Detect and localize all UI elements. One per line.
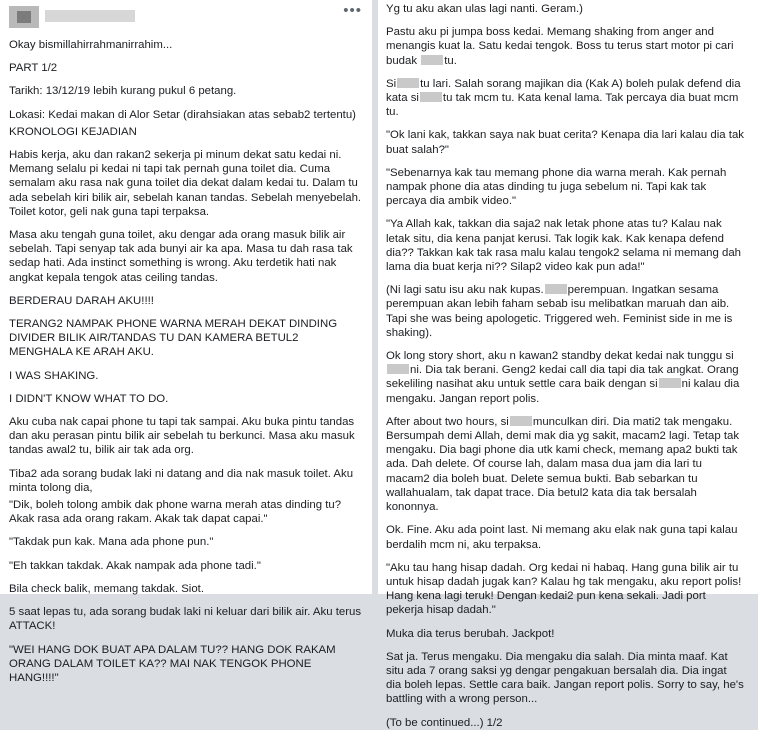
post-paragraph: Habis kerja, aku dan rakan2 sekerja pi minum dekat satu kedai ni. Memang selalu pi kedai ni tapi tak pernah guna toilet dia. Cuma semalam aku rasa nak guna toilet dia dekat dalam kedai tu. Dalam tu ada sebelah kiri bilik air, sebelah kanan tandas. Sebelah menyebelah. Toilet kotor, geli nak guna tapi terpaksa.: [9, 149, 362, 218]
redacted-name: [510, 416, 532, 426]
post-paragraph: [386, 349, 744, 406]
redacted-name: [545, 284, 567, 294]
post-paragraph: "Takdak pun kak. Mana ada phone pun.": [9, 536, 214, 549]
text-span: perempuan. Ingatkan sesama perempuan akan lebih faham sebab isu melibatkan maruah dan aib. Tapi she was being apologetic. Triggered weh. Feminist side in me is shaking).: [386, 284, 733, 339]
post-paragraph: [386, 415, 744, 514]
post-paragraph: Sat ja. Terus mengaku. Dia mengaku dia salah. Dia minta maaf. Kat situ ada 7 orang saksi yg dengar pengakuan bersalah dia. Dia ingat dia boleh lepas. Settle cara baik. Jangan report polis. Sorry to say, he's battling with a wrong person...: [386, 650, 744, 706]
redacted-name: [659, 378, 681, 388]
post-location: Lokasi: Kedai makan di Alor Setar (dirahsiakan atas sebab2 tertentu): [9, 108, 356, 121]
post-paragraph: [386, 25, 744, 68]
post-paragraph: "WEI HANG DOK BUAT APA DALAM TU?? HANG DOK RAKAM ORANG DALAM TOILET KA?? MAI NAK TENGOK PHONE HANG!!!!": [9, 643, 336, 684]
post-left-column: [0, 0, 372, 684]
post-paragraph: Bila check balik, memang takdak. Siot.: [9, 582, 204, 595]
post-paragraph: "Aku tau hang hisap dadah. Org kedai ni habaq. Hang guna bilik air tu untuk hisap dadah jugak kan? Kalau hg tak mengaku, aku report polis! Hang kena lagi teruk! Dengan kedai2 pun kena sekali. Jadi port pekerja hisap dadah.": [386, 561, 742, 617]
text-span: (Ni lagi satu isu aku nak kupas.: [386, 284, 544, 297]
text-span: Pastu aku pi jumpa boss kedai. Memang shaking from anger and menangis kuat la. Satu kedai tengok. Boss tu terus start motor pi cari budak: [386, 26, 734, 67]
post-paragraph: BERDERAU DARAH AKU!!!!: [9, 294, 154, 307]
text-span: tu tak mcm tu. Kata kenal lama. Tak percaya dia buat mcm tu.: [386, 92, 739, 119]
post-chronology: KRONOLOGI KEJADIAN: [9, 125, 137, 138]
text-span: tu lari. Salah sorang majikan dia (Kak A) boleh pulak defend dia kata si: [386, 77, 741, 105]
post-paragraph: I DIDN'T KNOW WHAT TO DO.: [9, 392, 169, 405]
post-paragraph: Tiba2 ada sorang budak laki ni datang and dia nak masuk toilet. Aku minta tolong dia,: [9, 467, 354, 494]
text-span: ni kalau dia mengaku. Jangan report polis.: [386, 378, 740, 405]
more-options-icon[interactable]: •••: [343, 2, 362, 19]
post-paragraph: 5 saat lepas tu, ada sorang budak laki ni keluar dari bilik air. Aku terus ATTACK!: [9, 606, 362, 633]
post-paragraph: Aku cuba nak capai phone tu tapi tak sampai. Aku buka pintu tandas dan aku perasan pintu bilik air sebelah tu berkunci. Masa aku masuk tandas awal2 tu, bilik air tak ada org.: [9, 416, 355, 457]
post-paragraph: "Ok lani kak, takkan saya nak buat cerita? Kenapa dia lari kalau dia tak buat salah?": [386, 129, 744, 156]
redacted-name: [420, 92, 442, 102]
redacted-name: [387, 364, 409, 374]
post-paragraph: "Eh takkan takdak. Akak nampak ada phone tadi.": [9, 559, 261, 572]
to-be-continued: (To be continued...) 1/2: [386, 716, 503, 729]
post-right-column: [378, 0, 758, 729]
post-intro: Okay bismillahirrahmanirrahim...: [9, 39, 173, 51]
text-span: ni. Dia tak berani. Geng2 kedai call dia tapi dia tak angkat. Orang sekeliling nasihat aku untuk settle cara baik dengan si: [386, 364, 739, 391]
post-paragraph: I WAS SHAKING.: [9, 369, 99, 382]
avatar[interactable]: [9, 6, 39, 28]
redacted-name: [421, 55, 443, 65]
text-span: After about two hours, si: [386, 415, 509, 428]
post-header: [9, 2, 362, 34]
post-paragraph: Yg tu aku akan ulas lagi nanti. Geram.): [386, 3, 583, 15]
text-span: munculkan diri. Dia mati2 tak mengaku. Bersumpah demi Allah, demi mak dia yg sakit, macam2 lagi. Tetap tak mengaku. Dia bagi phone dia utk kami check, memang apa2 bukti tak ada. Dah delete. Of course lah, dalam masa dua jam dia lari tu macam2 dia boleh buat. Delete semua bukti. Bab sebarkan tu wallahualam, tak dapat trace. Dia betul2 kata dia tak bersalah kononnya.: [386, 415, 740, 514]
post-paragraph: [386, 77, 744, 120]
post-paragraph: Ok. Fine. Aku ada point last. Ni memang aku elak nak guna tapi kalau berdalih mcm ni, aku terpaksa.: [386, 524, 738, 551]
post-paragraph: Masa aku tengah guna toilet, aku dengar ada orang masuk bilik air sebelah. Tapi senyap tak ada bunyi air ka apa. Masa tu dah rasa tak sedap hati. Ada instinct something is wrong. Aku terdetik hati nak angkat kepala tengok atas ceiling tandas.: [9, 229, 353, 284]
author-name-redacted[interactable]: [45, 10, 135, 22]
post-paragraph: "Sebenarnya kak tau memang phone dia warna merah. Kak pernah nampak phone dia atas dinding tu juga sebelum ni. Tapi kak tak percaya dia ambik video.": [386, 166, 727, 208]
text-span: Si: [386, 77, 397, 90]
post-paragraph: TERANG2 NAMPAK PHONE WARNA MERAH DEKAT DINDING DIVIDER BILIK AIR/TANDAS TU DAN KAMERA BETUL2 MENGHALA KE ARAH AKU.: [9, 318, 338, 359]
post-date: Tarikh: 13/12/19 lebih kurang pukul 6 petang.: [9, 85, 237, 98]
post-paragraph: "Dik, boleh tolong ambik dak phone warna merah atas dinding tu? Akak rasa ada orang rakam. Akak tak dapat capai.": [9, 499, 342, 526]
post-paragraph: "Ya Allah kak, takkan dia saja2 nak letak phone atas tu? Kalau nak letak situ, dia kena panjat kerusi. Tak logik kak. Kak kenapa defend dia?? Takkan kak tak rasa malu kalau tengok2 selama ni memang dah lama dia buat kerja ni?? Silap2 video kak pun ada!": [386, 218, 742, 274]
post-paragraph: Muka dia terus berubah. Jackpot!: [386, 627, 555, 640]
text-span: tu.: [444, 54, 457, 67]
text-span: Ok long story short, aku n kawan2 standby dekat kedai nak tunggu si: [386, 350, 734, 363]
post-part: PART 1/2: [9, 62, 58, 75]
post-paragraph: [386, 283, 744, 340]
redacted-name: [397, 78, 419, 88]
